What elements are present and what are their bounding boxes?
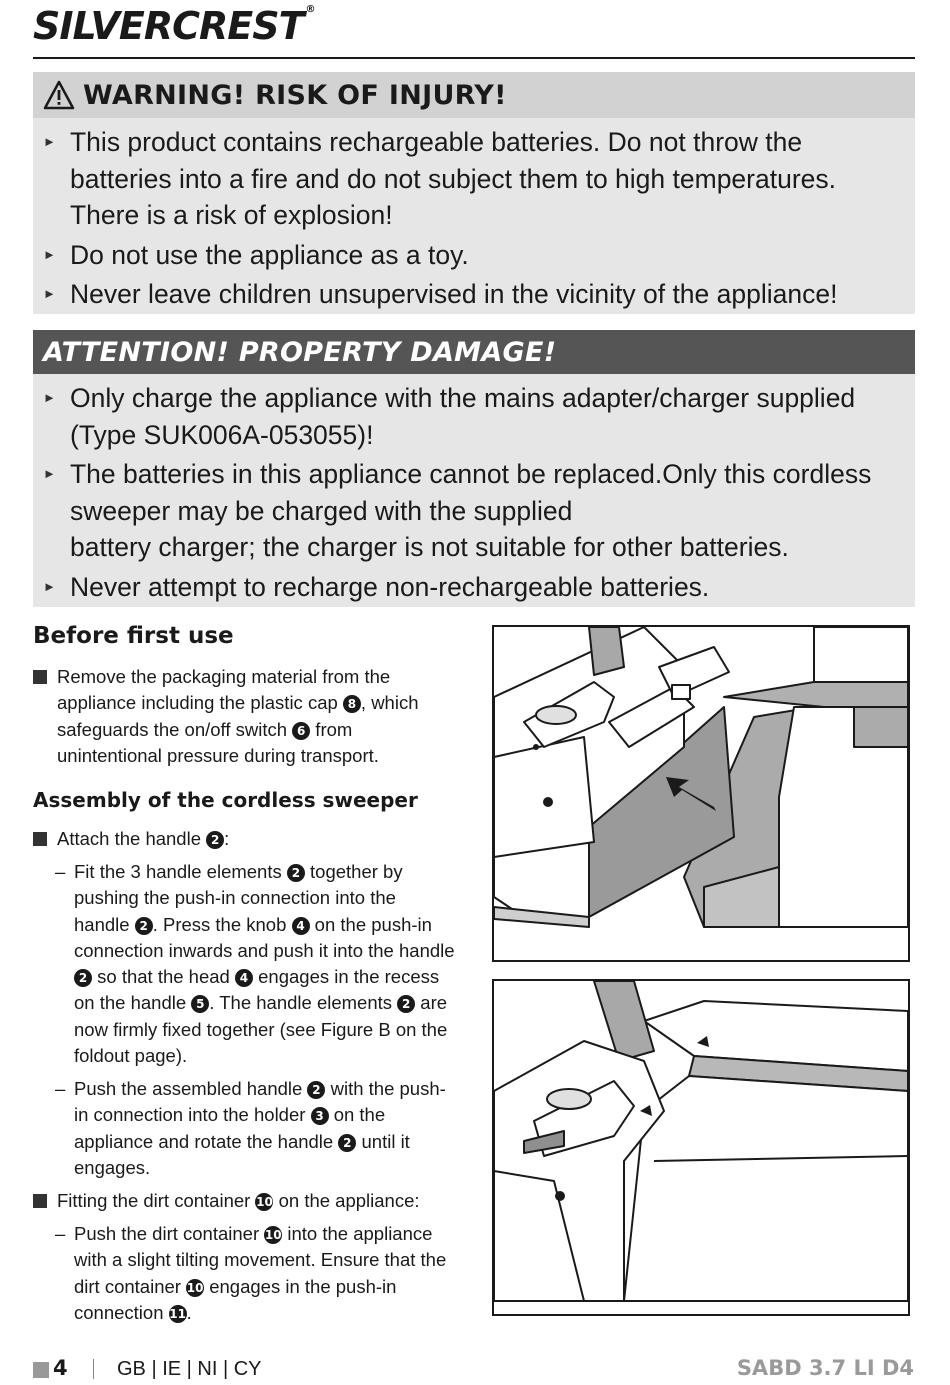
part-number-badge: 5	[191, 995, 209, 1013]
attention-item-text: battery charger; the charger is not suitable for other batteries.	[70, 532, 789, 562]
warning-item	[33, 276, 915, 313]
bullet-arrow-icon: ►	[43, 578, 56, 594]
part-number-badge: 4	[292, 917, 310, 935]
part-number-badge: 2	[307, 1081, 325, 1099]
warning-item-text: Do not use the appliance as a toy.	[70, 239, 469, 270]
attention-box	[33, 330, 915, 607]
dash-bullet: –	[55, 1078, 66, 1099]
attention-item	[33, 569, 915, 606]
warning-item-text: Never leave children unsupervised in the vicinity of the appliance!	[70, 279, 838, 309]
attention-item-text: Never attempt to recharge non-rechargeable batteries.	[70, 571, 710, 602]
brand-logo	[33, 4, 315, 48]
assembly-heading: Assembly of the cordless sweeper	[33, 788, 418, 812]
push-dirt-container-step: – Push the dirt container 10 into the appliance with a slight tilting movement. Ensure that the dirt container 10 engages in the push-in connection 11.	[55, 1223, 447, 1323]
part-number-badge: 4	[235, 969, 253, 987]
page-footer	[0, 1355, 950, 1385]
before-first-use-paragraph: Remove the packaging material from the appliance including the plastic cap 8 , which safeguards the on/off switch 6 from unintentional pressure during transport.	[33, 664, 453, 769]
square-bullet-icon	[33, 832, 47, 846]
bullet-arrow-icon: ►	[43, 466, 56, 481]
dash-bullet: –	[55, 861, 66, 882]
illustration-dirt-container-engaged	[492, 979, 910, 1316]
sweeper-illustration	[494, 981, 908, 1314]
part-number-badge: 10	[264, 1228, 282, 1242]
illustration-dirt-container-insertion	[492, 625, 910, 962]
attention-item-text: The batteries in this appliance cannot be replaced.Only this cordless sweeper may be charged with the supplied	[70, 459, 872, 526]
header-rule	[33, 57, 915, 59]
part-number-badge: 11	[169, 1306, 186, 1321]
warning-box	[33, 72, 915, 314]
attention-item-continuation	[33, 529, 915, 566]
part-number-badge: 2	[287, 864, 305, 882]
warning-header	[33, 72, 915, 118]
part-number-badge: 8	[343, 695, 361, 713]
warning-item	[33, 237, 915, 274]
warning-item	[33, 124, 915, 234]
warning-triangle-icon	[43, 80, 75, 110]
attention-item	[33, 380, 915, 453]
square-bullet-icon	[33, 1194, 47, 1208]
attention-header	[33, 330, 915, 374]
attention-title: ATTENTION! PROPERTY DAMAGE!	[43, 336, 557, 368]
before-first-use-heading: Before first use	[33, 623, 234, 649]
bullet-arrow-icon: ►	[43, 286, 56, 301]
part-number-badge: 2	[338, 1134, 356, 1152]
warning-item-text: This product contains rechargeable batteries. Do not throw the batteries into a fire and do not subject them to high temperatures. There is a risk of explosion!	[70, 127, 837, 230]
registered-mark: ®	[305, 4, 315, 15]
part-number-badge: 10	[186, 1280, 204, 1295]
model-number: SABD 3.7 LI D4	[736, 1356, 914, 1380]
bullet-arrow-icon: ►	[43, 246, 56, 262]
part-number-badge: 10	[256, 1195, 273, 1209]
fit-dirt-container-paragraph: Fitting the dirt container 10 on the appliance:	[33, 1188, 453, 1214]
fit-handle-step: – Fit the 3 handle elements 2 together by pushing the push-in connection into the handle 2 . Press the knob 4 on the push-in connection inwards and push it into the handle 2 so that the head 4 engages in the recess on the handle 5 . The handle elements 2 are now firmly fixed together (see Figure B on the foldout page).	[55, 861, 455, 1067]
part-number-badge: 2	[206, 831, 224, 849]
part-number-badge: 2	[135, 917, 153, 935]
warning-list	[33, 118, 915, 313]
dash-bullet: –	[55, 1223, 66, 1244]
footer-divider	[93, 1359, 94, 1379]
page-number: 4	[53, 1356, 68, 1380]
footer-square-icon	[33, 1362, 49, 1378]
attention-list	[33, 374, 915, 605]
square-bullet-icon	[33, 670, 47, 684]
part-number-badge: 6	[292, 722, 310, 740]
part-number-badge: 2	[74, 969, 92, 987]
bullet-arrow-icon: ►	[43, 390, 56, 405]
push-handle-step: – Push the assembled handle 2 with the push-in connection into the holder 3 on the appliance and rotate the handle 2 until it engages.	[55, 1078, 446, 1178]
bullet-arrow-icon: ►	[43, 134, 56, 149]
part-number-badge: 2	[397, 995, 415, 1013]
attention-item-text: Only charge the appliance with the mains adapter/charger supplied (Type SUK006A-053055)!	[70, 383, 856, 450]
brand-name: SILVERCREST	[33, 4, 304, 48]
attention-item	[33, 456, 915, 529]
part-number-badge: 3	[311, 1107, 329, 1125]
attach-handle-paragraph: Attach the handle 2 :	[33, 826, 453, 852]
language-codes: GB | IE | NI | CY	[117, 1358, 262, 1380]
warning-title: WARNING! RISK OF INJURY!	[83, 79, 507, 111]
sweeper-illustration	[494, 627, 908, 960]
